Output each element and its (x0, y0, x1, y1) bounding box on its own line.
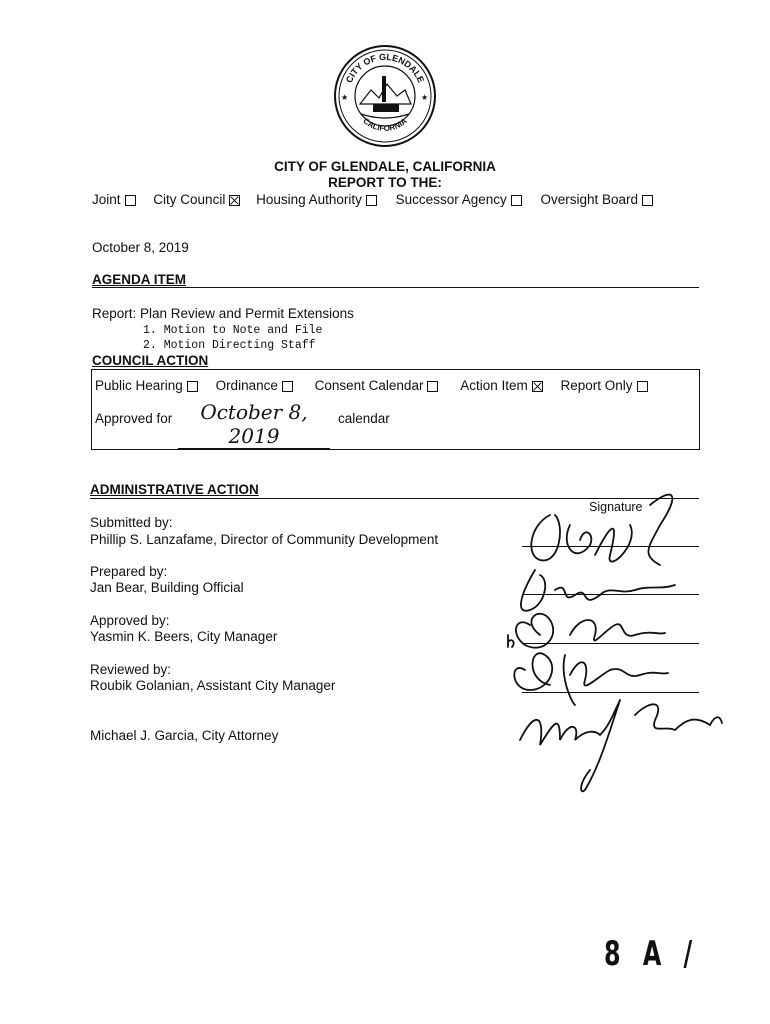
handwritten-signatures (500, 485, 730, 795)
body-successor-agency[interactable]: Successor Agency (396, 192, 522, 207)
council-action-row (95, 378, 648, 393)
body-oversight-board[interactable]: Oversight Board (541, 192, 654, 207)
reviewed-by-name: Roubik Golanian, Assistant City Manager (90, 678, 336, 693)
agenda-motion-1: 1. Motion to Note and File (143, 324, 323, 337)
agenda-item-heading: AGENDA ITEM (92, 272, 186, 287)
prepared-by-name: Jan Bear, Building Official (90, 580, 244, 595)
public-hearing-checkbox[interactable] (187, 381, 198, 392)
body-joint-checkbox[interactable] (125, 195, 136, 206)
svg-text:★: ★ (421, 93, 429, 102)
action-item-checkbox[interactable] (532, 381, 543, 392)
city-seal (333, 44, 437, 148)
body-joint[interactable]: Joint (92, 192, 136, 207)
ordinance-checkbox[interactable] (282, 381, 293, 392)
body-city-council-checkbox[interactable] (229, 195, 240, 206)
council-action-heading: COUNCIL ACTION (92, 353, 209, 368)
signature-column-label: Signature (589, 500, 643, 514)
document-title: CITY OF GLENDALE, CALIFORNIA (274, 159, 496, 174)
body-city-council[interactable]: City Council (153, 192, 240, 207)
council-ordinance[interactable]: Ordinance (216, 378, 293, 393)
svg-text:★: ★ (341, 93, 349, 102)
svg-text:CITY OF GLENDALE: CITY OF GLENDALE (343, 51, 427, 85)
approved-for-date[interactable]: October 8, 2019 (178, 400, 330, 449)
report-only-checkbox[interactable] (637, 381, 648, 392)
reporting-body-row (92, 192, 653, 207)
reviewed-by-role: Reviewed by: (90, 662, 172, 677)
council-action-item[interactable]: Action Item (460, 378, 543, 393)
council-public-hearing[interactable]: Public Hearing (95, 378, 198, 393)
submitted-by-role: Submitted by: (90, 515, 173, 530)
city-attorney-name: Michael J. Garcia, City Attorney (90, 728, 279, 743)
agenda-item-rule (92, 287, 699, 288)
body-successor-agency-checkbox[interactable] (511, 195, 522, 206)
report-date: October 8, 2019 (92, 240, 189, 255)
body-oversight-board-checkbox[interactable] (642, 195, 653, 206)
council-consent-calendar[interactable]: Consent Calendar (315, 378, 439, 393)
administrative-action-heading: ADMINISTRATIVE ACTION (90, 482, 259, 497)
agenda-report-line: Report: Plan Review and Permit Extensions (92, 306, 354, 321)
body-housing-authority-checkbox[interactable] (366, 195, 377, 206)
prepared-by-role: Prepared by: (90, 564, 168, 579)
council-report-only[interactable]: Report Only (561, 378, 648, 393)
svg-text:CALIFORNIA: CALIFORNIA (361, 116, 409, 133)
body-housing-authority[interactable]: Housing Authority (256, 192, 377, 207)
approved-by-role: Approved by: (90, 613, 170, 628)
agenda-item-number: 8 A / (604, 934, 700, 974)
approved-for-prefix: Approved for (95, 411, 173, 426)
approved-for-suffix: calendar (338, 411, 390, 426)
submitted-by-name: Phillip S. Lanzafame, Director of Community Development (90, 532, 439, 547)
consent-calendar-checkbox[interactable] (427, 381, 438, 392)
document-subtitle: REPORT TO THE: (328, 175, 442, 190)
approved-by-name: Yasmin K. Beers, City Manager (90, 629, 278, 644)
agenda-motion-2: 2. Motion Directing Staff (143, 339, 316, 352)
